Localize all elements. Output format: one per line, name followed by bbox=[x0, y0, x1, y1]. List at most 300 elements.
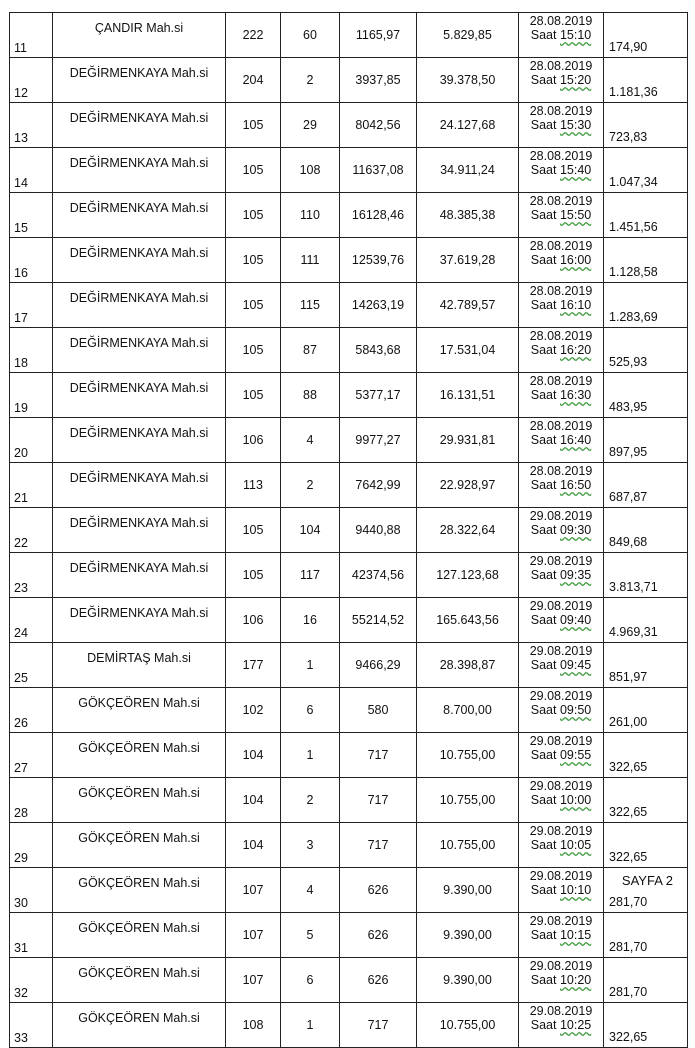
time-label: Saat bbox=[530, 28, 557, 42]
time-label: Saat bbox=[530, 613, 557, 627]
area-m2: 1165,97 bbox=[340, 13, 417, 58]
block-number: 105 bbox=[226, 373, 281, 418]
neighborhood: GÖKÇEÖREN Mah.si bbox=[53, 778, 226, 823]
row-number: 23 bbox=[10, 553, 53, 598]
auction-time-line bbox=[519, 1018, 603, 1032]
auction-time: 15:50 bbox=[559, 208, 592, 222]
auction-time: 09:35 bbox=[559, 568, 592, 582]
time-label: Saat bbox=[530, 163, 557, 177]
block-number: 106 bbox=[226, 598, 281, 643]
table-row bbox=[10, 418, 688, 463]
area-m2: 717 bbox=[340, 1003, 417, 1048]
neighborhood: DEMİRTAŞ Mah.si bbox=[53, 643, 226, 688]
row-number: 29 bbox=[10, 823, 53, 868]
auction-time: 10:00 bbox=[559, 793, 592, 807]
block-number: 107 bbox=[226, 868, 281, 913]
deposit-amount: 322,65 bbox=[604, 733, 688, 778]
block-number: 108 bbox=[226, 1003, 281, 1048]
auction-date: 29.08.2019 bbox=[529, 644, 593, 658]
area-m2: 7642,99 bbox=[340, 463, 417, 508]
auction-date: 28.08.2019 bbox=[529, 284, 593, 298]
estimated-price: 9.390,00 bbox=[417, 958, 519, 1003]
estimated-price: 29.931,81 bbox=[417, 418, 519, 463]
auction-date: 28.08.2019 bbox=[529, 104, 593, 118]
auction-time: 15:30 bbox=[559, 118, 592, 132]
auction-time: 10:05 bbox=[559, 838, 592, 852]
block-number: 222 bbox=[226, 13, 281, 58]
table-row bbox=[10, 913, 688, 958]
auction-datetime-cell bbox=[519, 553, 604, 598]
time-label: Saat bbox=[530, 793, 557, 807]
auction-date: 28.08.2019 bbox=[529, 329, 593, 343]
auction-time-line bbox=[519, 523, 603, 537]
auction-datetime-cell bbox=[519, 913, 604, 958]
auction-time-line bbox=[519, 253, 603, 267]
auction-date: 29.08.2019 bbox=[529, 824, 593, 838]
deposit-amount: 281,70 bbox=[604, 868, 688, 913]
parcel-number: 104 bbox=[281, 508, 340, 553]
row-number: 12 bbox=[10, 58, 53, 103]
time-label: Saat bbox=[530, 883, 557, 897]
auction-time-line bbox=[519, 208, 603, 222]
row-number: 21 bbox=[10, 463, 53, 508]
neighborhood: GÖKÇEÖREN Mah.si bbox=[53, 733, 226, 778]
block-number: 177 bbox=[226, 643, 281, 688]
row-number: 30 bbox=[10, 868, 53, 913]
deposit-amount: 322,65 bbox=[604, 778, 688, 823]
estimated-price: 22.928,97 bbox=[417, 463, 519, 508]
estimated-price: 9.390,00 bbox=[417, 868, 519, 913]
table-row bbox=[10, 508, 688, 553]
time-label: Saat bbox=[530, 973, 557, 987]
auction-date: 28.08.2019 bbox=[529, 239, 593, 253]
auction-datetime-cell bbox=[519, 373, 604, 418]
auction-time: 10:25 bbox=[559, 1018, 592, 1032]
estimated-price: 5.829,85 bbox=[417, 13, 519, 58]
block-number: 105 bbox=[226, 148, 281, 193]
row-number: 11 bbox=[10, 13, 53, 58]
deposit-amount: 1.047,34 bbox=[604, 148, 688, 193]
estimated-price: 9.390,00 bbox=[417, 913, 519, 958]
neighborhood: DEĞİRMENKAYA Mah.si bbox=[53, 553, 226, 598]
parcel-number: 6 bbox=[281, 958, 340, 1003]
auction-time-line bbox=[519, 433, 603, 447]
row-number: 14 bbox=[10, 148, 53, 193]
time-label: Saat bbox=[530, 433, 557, 447]
auction-time-line bbox=[519, 388, 603, 402]
area-m2: 717 bbox=[340, 778, 417, 823]
estimated-price: 48.385,38 bbox=[417, 193, 519, 238]
parcel-number: 1 bbox=[281, 1003, 340, 1048]
area-m2: 16128,46 bbox=[340, 193, 417, 238]
area-m2: 626 bbox=[340, 913, 417, 958]
block-number: 107 bbox=[226, 958, 281, 1003]
area-m2: 717 bbox=[340, 823, 417, 868]
neighborhood: DEĞİRMENKAYA Mah.si bbox=[53, 463, 226, 508]
auction-time: 10:20 bbox=[559, 973, 592, 987]
deposit-amount: 281,70 bbox=[604, 958, 688, 1003]
block-number: 105 bbox=[226, 283, 281, 328]
parcel-number: 1 bbox=[281, 643, 340, 688]
time-label: Saat bbox=[530, 838, 557, 852]
deposit-amount: 1.283,69 bbox=[604, 283, 688, 328]
time-label: Saat bbox=[530, 703, 557, 717]
auction-time-line bbox=[519, 568, 603, 582]
block-number: 204 bbox=[226, 58, 281, 103]
area-m2: 5843,68 bbox=[340, 328, 417, 373]
row-number: 33 bbox=[10, 1003, 53, 1048]
row-number: 13 bbox=[10, 103, 53, 148]
auction-table bbox=[9, 12, 688, 1048]
auction-time-line bbox=[519, 703, 603, 717]
row-number: 15 bbox=[10, 193, 53, 238]
deposit-amount: 322,65 bbox=[604, 823, 688, 868]
estimated-price: 10.755,00 bbox=[417, 778, 519, 823]
auction-time: 10:10 bbox=[559, 883, 592, 897]
table-row bbox=[10, 823, 688, 868]
auction-datetime-cell bbox=[519, 148, 604, 193]
neighborhood: DEĞİRMENKAYA Mah.si bbox=[53, 598, 226, 643]
block-number: 102 bbox=[226, 688, 281, 733]
neighborhood: DEĞİRMENKAYA Mah.si bbox=[53, 283, 226, 328]
neighborhood: GÖKÇEÖREN Mah.si bbox=[53, 868, 226, 913]
estimated-price: 8.700,00 bbox=[417, 688, 519, 733]
parcel-number: 5 bbox=[281, 913, 340, 958]
table-row bbox=[10, 103, 688, 148]
auction-time-line bbox=[519, 973, 603, 987]
estimated-price: 37.619,28 bbox=[417, 238, 519, 283]
time-label: Saat bbox=[530, 568, 557, 582]
deposit-amount: 897,95 bbox=[604, 418, 688, 463]
estimated-price: 165.643,56 bbox=[417, 598, 519, 643]
table-row bbox=[10, 373, 688, 418]
auction-time: 09:30 bbox=[559, 523, 592, 537]
area-m2: 626 bbox=[340, 958, 417, 1003]
table-row bbox=[10, 688, 688, 733]
auction-datetime-cell bbox=[519, 328, 604, 373]
row-number: 16 bbox=[10, 238, 53, 283]
estimated-price: 39.378,50 bbox=[417, 58, 519, 103]
auction-datetime-cell bbox=[519, 463, 604, 508]
table-row bbox=[10, 1003, 688, 1048]
row-number: 31 bbox=[10, 913, 53, 958]
auction-time-line bbox=[519, 343, 603, 357]
table-row bbox=[10, 238, 688, 283]
auction-date: 28.08.2019 bbox=[529, 14, 593, 28]
auction-time: 16:00 bbox=[559, 253, 592, 267]
time-label: Saat bbox=[530, 523, 557, 537]
table-row bbox=[10, 463, 688, 508]
auction-date: 29.08.2019 bbox=[529, 509, 593, 523]
deposit-amount: 322,65 bbox=[604, 1003, 688, 1048]
auction-time: 16:10 bbox=[559, 298, 592, 312]
estimated-price: 17.531,04 bbox=[417, 328, 519, 373]
auction-datetime-cell bbox=[519, 418, 604, 463]
table-row bbox=[10, 868, 688, 913]
parcel-number: 110 bbox=[281, 193, 340, 238]
auction-datetime-cell bbox=[519, 283, 604, 328]
estimated-price: 28.322,64 bbox=[417, 508, 519, 553]
auction-date: 29.08.2019 bbox=[529, 734, 593, 748]
time-label: Saat bbox=[530, 658, 557, 672]
neighborhood: GÖKÇEÖREN Mah.si bbox=[53, 913, 226, 958]
auction-date: 28.08.2019 bbox=[529, 419, 593, 433]
auction-datetime-cell bbox=[519, 823, 604, 868]
auction-time-line bbox=[519, 298, 603, 312]
area-m2: 9440,88 bbox=[340, 508, 417, 553]
area-m2: 580 bbox=[340, 688, 417, 733]
parcel-number: 60 bbox=[281, 13, 340, 58]
parcel-number: 2 bbox=[281, 463, 340, 508]
auction-table-body bbox=[10, 13, 688, 1048]
table-row bbox=[10, 643, 688, 688]
estimated-price: 28.398,87 bbox=[417, 643, 519, 688]
deposit-amount: 174,90 bbox=[604, 13, 688, 58]
auction-time-line bbox=[519, 748, 603, 762]
block-number: 105 bbox=[226, 328, 281, 373]
time-label: Saat bbox=[530, 478, 557, 492]
area-m2: 3937,85 bbox=[340, 58, 417, 103]
deposit-amount: 281,70 bbox=[604, 913, 688, 958]
parcel-number: 6 bbox=[281, 688, 340, 733]
deposit-amount: 687,87 bbox=[604, 463, 688, 508]
neighborhood: DEĞİRMENKAYA Mah.si bbox=[53, 193, 226, 238]
auction-date: 28.08.2019 bbox=[529, 59, 593, 73]
deposit-amount: 723,83 bbox=[604, 103, 688, 148]
area-m2: 55214,52 bbox=[340, 598, 417, 643]
parcel-number: 87 bbox=[281, 328, 340, 373]
parcel-number: 88 bbox=[281, 373, 340, 418]
auction-time-line bbox=[519, 613, 603, 627]
estimated-price: 42.789,57 bbox=[417, 283, 519, 328]
row-number: 22 bbox=[10, 508, 53, 553]
block-number: 104 bbox=[226, 778, 281, 823]
deposit-amount: 1.128,58 bbox=[604, 238, 688, 283]
table-row bbox=[10, 733, 688, 778]
neighborhood: DEĞİRMENKAYA Mah.si bbox=[53, 148, 226, 193]
area-m2: 626 bbox=[340, 868, 417, 913]
auction-date: 29.08.2019 bbox=[529, 554, 593, 568]
auction-time: 09:50 bbox=[559, 703, 592, 717]
parcel-number: 4 bbox=[281, 418, 340, 463]
parcel-number: 2 bbox=[281, 778, 340, 823]
auction-time: 15:10 bbox=[559, 28, 592, 42]
table-row bbox=[10, 58, 688, 103]
auction-time-line bbox=[519, 658, 603, 672]
auction-datetime-cell bbox=[519, 688, 604, 733]
parcel-number: 115 bbox=[281, 283, 340, 328]
parcel-number: 4 bbox=[281, 868, 340, 913]
auction-time: 16:40 bbox=[559, 433, 592, 447]
auction-datetime-cell bbox=[519, 778, 604, 823]
auction-date: 28.08.2019 bbox=[529, 194, 593, 208]
auction-time: 15:40 bbox=[559, 163, 592, 177]
auction-datetime-cell bbox=[519, 58, 604, 103]
table-row bbox=[10, 13, 688, 58]
block-number: 113 bbox=[226, 463, 281, 508]
table-row bbox=[10, 328, 688, 373]
auction-datetime-cell bbox=[519, 643, 604, 688]
area-m2: 42374,56 bbox=[340, 553, 417, 598]
row-number: 19 bbox=[10, 373, 53, 418]
row-number: 26 bbox=[10, 688, 53, 733]
block-number: 104 bbox=[226, 733, 281, 778]
block-number: 105 bbox=[226, 103, 281, 148]
table-row bbox=[10, 958, 688, 1003]
auction-date: 28.08.2019 bbox=[529, 464, 593, 478]
neighborhood: DEĞİRMENKAYA Mah.si bbox=[53, 103, 226, 148]
row-number: 32 bbox=[10, 958, 53, 1003]
auction-time: 09:40 bbox=[559, 613, 592, 627]
time-label: Saat bbox=[530, 388, 557, 402]
table-row bbox=[10, 193, 688, 238]
estimated-price: 24.127,68 bbox=[417, 103, 519, 148]
neighborhood: DEĞİRMENKAYA Mah.si bbox=[53, 58, 226, 103]
auction-time-line bbox=[519, 28, 603, 42]
auction-datetime-cell bbox=[519, 598, 604, 643]
time-label: Saat bbox=[530, 118, 557, 132]
auction-time-line bbox=[519, 838, 603, 852]
block-number: 105 bbox=[226, 553, 281, 598]
block-number: 104 bbox=[226, 823, 281, 868]
auction-date: 28.08.2019 bbox=[529, 374, 593, 388]
auction-datetime-cell bbox=[519, 238, 604, 283]
deposit-amount: 1.181,36 bbox=[604, 58, 688, 103]
auction-time: 15:20 bbox=[559, 73, 592, 87]
time-label: Saat bbox=[530, 748, 557, 762]
parcel-number: 108 bbox=[281, 148, 340, 193]
table-row bbox=[10, 283, 688, 328]
table-row bbox=[10, 778, 688, 823]
estimated-price: 10.755,00 bbox=[417, 733, 519, 778]
auction-datetime-cell bbox=[519, 103, 604, 148]
area-m2: 14263,19 bbox=[340, 283, 417, 328]
table-row bbox=[10, 148, 688, 193]
table-row bbox=[10, 598, 688, 643]
page-number-label: SAYFA 2 bbox=[621, 873, 673, 888]
auction-time: 16:50 bbox=[559, 478, 592, 492]
auction-time: 16:30 bbox=[559, 388, 592, 402]
auction-date: 29.08.2019 bbox=[529, 914, 593, 928]
auction-time: 09:45 bbox=[559, 658, 592, 672]
auction-date: 29.08.2019 bbox=[529, 869, 593, 883]
auction-time: 10:15 bbox=[559, 928, 592, 942]
row-number: 18 bbox=[10, 328, 53, 373]
auction-time-line bbox=[519, 478, 603, 492]
area-m2: 8042,56 bbox=[340, 103, 417, 148]
neighborhood: DEĞİRMENKAYA Mah.si bbox=[53, 508, 226, 553]
neighborhood: ÇANDIR Mah.si bbox=[53, 13, 226, 58]
area-m2: 12539,76 bbox=[340, 238, 417, 283]
auction-time-line bbox=[519, 73, 603, 87]
parcel-number: 1 bbox=[281, 733, 340, 778]
deposit-amount: 3.813,71 bbox=[604, 553, 688, 598]
time-label: Saat bbox=[530, 298, 557, 312]
parcel-number: 117 bbox=[281, 553, 340, 598]
auction-date: 29.08.2019 bbox=[529, 1004, 593, 1018]
auction-time-line bbox=[519, 883, 603, 897]
deposit-amount: 851,97 bbox=[604, 643, 688, 688]
auction-time-line bbox=[519, 928, 603, 942]
neighborhood: GÖKÇEÖREN Mah.si bbox=[53, 1003, 226, 1048]
neighborhood: GÖKÇEÖREN Mah.si bbox=[53, 823, 226, 868]
auction-datetime-cell bbox=[519, 1003, 604, 1048]
time-label: Saat bbox=[530, 73, 557, 87]
row-number: 17 bbox=[10, 283, 53, 328]
area-m2: 9466,29 bbox=[340, 643, 417, 688]
parcel-number: 2 bbox=[281, 58, 340, 103]
parcel-number: 3 bbox=[281, 823, 340, 868]
auction-date: 29.08.2019 bbox=[529, 959, 593, 973]
estimated-price: 10.755,00 bbox=[417, 1003, 519, 1048]
auction-time-line bbox=[519, 793, 603, 807]
block-number: 105 bbox=[226, 193, 281, 238]
time-label: Saat bbox=[530, 208, 557, 222]
deposit-amount: 849,68 bbox=[604, 508, 688, 553]
row-number: 25 bbox=[10, 643, 53, 688]
deposit-amount: 261,00 bbox=[604, 688, 688, 733]
estimated-price: 16.131,51 bbox=[417, 373, 519, 418]
auction-date: 29.08.2019 bbox=[529, 689, 593, 703]
auction-date: 29.08.2019 bbox=[529, 599, 593, 613]
auction-time-line bbox=[519, 118, 603, 132]
auction-date: 29.08.2019 bbox=[529, 779, 593, 793]
neighborhood: DEĞİRMENKAYA Mah.si bbox=[53, 418, 226, 463]
block-number: 106 bbox=[226, 418, 281, 463]
deposit-amount: 525,93 bbox=[604, 328, 688, 373]
neighborhood: DEĞİRMENKAYA Mah.si bbox=[53, 328, 226, 373]
area-m2: 11637,08 bbox=[340, 148, 417, 193]
auction-time-line bbox=[519, 163, 603, 177]
time-label: Saat bbox=[530, 343, 557, 357]
time-label: Saat bbox=[530, 1018, 557, 1032]
parcel-number: 16 bbox=[281, 598, 340, 643]
area-m2: 9977,27 bbox=[340, 418, 417, 463]
block-number: 105 bbox=[226, 238, 281, 283]
auction-datetime-cell bbox=[519, 13, 604, 58]
parcel-number: 29 bbox=[281, 103, 340, 148]
time-label: Saat bbox=[530, 928, 557, 942]
estimated-price: 127.123,68 bbox=[417, 553, 519, 598]
table-row bbox=[10, 553, 688, 598]
estimated-price: 34.911,24 bbox=[417, 148, 519, 193]
time-label: Saat bbox=[530, 253, 557, 267]
neighborhood: GÖKÇEÖREN Mah.si bbox=[53, 958, 226, 1003]
neighborhood: GÖKÇEÖREN Mah.si bbox=[53, 688, 226, 733]
row-number: 27 bbox=[10, 733, 53, 778]
auction-time: 16:20 bbox=[559, 343, 592, 357]
neighborhood: DEĞİRMENKAYA Mah.si bbox=[53, 238, 226, 283]
auction-datetime-cell bbox=[519, 958, 604, 1003]
row-number: 24 bbox=[10, 598, 53, 643]
deposit-amount: 1.451,56 bbox=[604, 193, 688, 238]
deposit-amount: 4.969,31 bbox=[604, 598, 688, 643]
row-number: 28 bbox=[10, 778, 53, 823]
block-number: 107 bbox=[226, 913, 281, 958]
area-m2: 5377,17 bbox=[340, 373, 417, 418]
estimated-price: 10.755,00 bbox=[417, 823, 519, 868]
auction-time: 09:55 bbox=[559, 748, 592, 762]
neighborhood: DEĞİRMENKAYA Mah.si bbox=[53, 373, 226, 418]
parcel-number: 111 bbox=[281, 238, 340, 283]
auction-datetime-cell bbox=[519, 193, 604, 238]
row-number: 20 bbox=[10, 418, 53, 463]
auction-date: 28.08.2019 bbox=[529, 149, 593, 163]
auction-datetime-cell bbox=[519, 868, 604, 913]
area-m2: 717 bbox=[340, 733, 417, 778]
auction-datetime-cell bbox=[519, 733, 604, 778]
auction-datetime-cell bbox=[519, 508, 604, 553]
